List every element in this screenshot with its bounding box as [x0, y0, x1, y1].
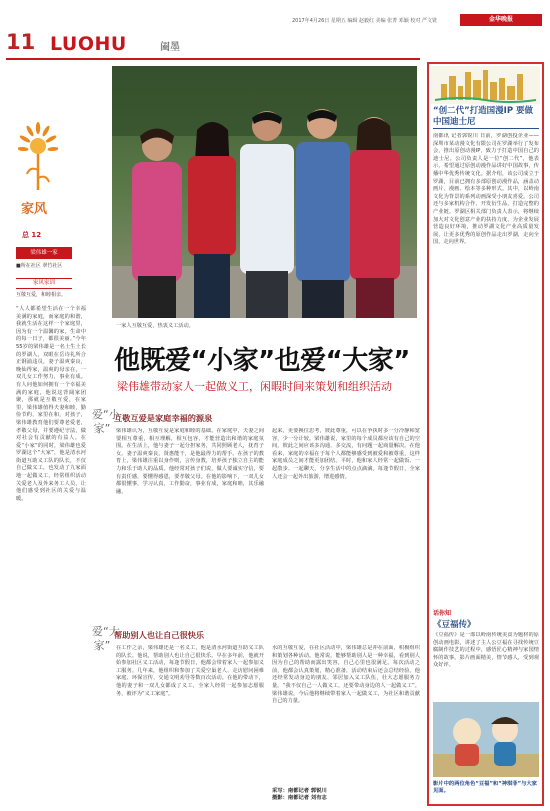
sidebar-title-rule: [433, 128, 539, 129]
masthead-badge: 金华晚报: [460, 14, 542, 26]
dateline: 2017年4月26日 星期五 编辑 赵毅红 美编 张菁 邓颖 校对 严文铣: [292, 18, 437, 24]
header-divider: [6, 58, 420, 60]
page-subtitle: 阖墨: [160, 42, 180, 53]
film-still-caption: 影片中的两位角色“豆福”和“神琪菲”与大家见面。: [433, 781, 537, 794]
headline: 他既爱“小家”也爱“大家”: [114, 346, 410, 376]
family-photo: [112, 66, 417, 318]
issue-number: 总 12: [22, 231, 42, 239]
sidebar-book-text: 《豆福传》是一部以岭南传统美食为题材的原创动画电影，讲述了主人公豆福在寻找传统豆腐制作技艺的过程中，感悟匠心精神与家国情怀的故事。影片画面精美，情节感人，受到观众好评。: [433, 632, 539, 669]
family-word: 家风: [21, 202, 48, 217]
side-label-small-family: 爱“小家”: [92, 408, 120, 435]
section-2-column-2: 水的互敬互爱，在社区活动中，梁伟雄总是冲在前面，积极组织和策划各种活动。他常说，能够帮助别人是一种幸福，看到别人因为自己的帮助而露出笑容，自己心里也很满足。每次活动之前，他都会认真策划，精心准备，活动结束后还会总结经验。他还经常发动身边的朋友、邻居加入义工队伍，壮大志愿服务力量。“我不仅自己一人做义工，还要带动身边的人一起做义工”。梁伟雄说，今后他将继续带着家人一起做义工，为社区和谐贡献自己的力量。: [272, 645, 420, 705]
sidebar-section-label: 话你知: [433, 610, 452, 617]
family-name-box: 梁伟雄一家: [16, 247, 72, 259]
community-label: ■所在社区 翠竹社区: [16, 263, 63, 269]
film-still-image: [433, 702, 539, 777]
photo-caption: 一家人互敬互爱，热衷义工活动。: [116, 323, 194, 329]
section-2-column-1: 在工作之余，梁伟雄还是一名义工，他是清水河街道互助义工队的队长。他说，帮助别人也让自己很快乐。早在多年前，他就开始参加社区义工活动，每逢节假日，他都会带着家人一起参加义工服务。几年来，他组织和参加了关爱空巢老人、走访慰问困难家庭、环保宣传、交通文明劝导等数百次活动。在他的带动下，他的妻子和一双儿女都成了义工，全家人经常一起参加志愿服务，被评为“义工家庭”。: [116, 645, 264, 697]
section-title-2: 帮助别人也让自己很快乐: [114, 630, 205, 640]
page-number: 11: [6, 30, 36, 54]
family-logo-icon: [18, 118, 58, 198]
family-motto-text: 互敬互爱，和睦相亲。: [16, 292, 67, 298]
left-column-essay: “人人都希望生活在一个幸福美满的家庭，而家庭的和谐，我就生活在这样一个家庭里，因为有一个温馨的家，生命中的每一日子，都很美丽。”今年55岁的梁伟雄是一名土生土长的罗湖人，双眼在岳诗礼所合正钢浦违员，妻子温爽秦良，晚仙得家，温爽的母亲在，一双儿女工作努力，事业有成。有人问他如何拥有一个幸福美满的家庭，他说这背阔家团聚，那就是互敬互爱，在家里，梁伟雄值得夫妻和睦，勤俭节约，家里在和，对孩子，梁伟雄教育他们要尊老爱老，孝敬父母，并要遵纪守法，做对社会有贡献的有益人。在爱“小家”的同时，梁伟雄也爱罗湖这个“大家”，他是清水河街道互助义工队的队长，不仅自己做义工，也发动了九家面地一起做义工，经常组织活动关爱老人及外来务工人员，让他们感受到社区的关爱与温暖。: [16, 306, 86, 502]
sidebar-book-title: 《豆福传》: [433, 620, 476, 630]
section-1-column-1: 梁伟雄认为，互敬互爱是家庭和睦的基础。在家庭中，夫妻之间要相互尊重，相互理解，相互包容，才能营造出和谐的家庭氛围。在生活上，他与妻子一起分担家务，共同照顾老人，抚育子女。妻子温爽秦良，贤惠能干，是他最得力的帮手。在孩子的教育上，梁伟雄注重以身作则，言传身教，培养孩子独立自主的能力和乐于助人的品质。他经常对孩子们说，做人要诚实守信，要有责任感，要懂得感恩，要孝敬父母。在他的影响下，一双儿女都很懂事，学习认真，工作勤奋，事业有成，家庭和睦，其乐融融。: [116, 428, 264, 495]
family-motto-box: 家风家训: [16, 278, 72, 289]
side-label-big-family: 爱“大家”: [92, 625, 120, 652]
skyline-icon: [431, 66, 540, 104]
section-1-column-2: 起来，更要换位思考，彼此尊重，可以在争执时多一分冷静和宽容，少一分计较。梁伟雄说，家里的每个成员都应该有自己的空间，彼此之间应该多沟通、多交流，有问题一起商量解决。在他看来，家庭的幸福在于每个人都能够感受到被爱和被尊重，这样家庭成员之间才能更加团结。平时，他和家人经常一起做饭、一起散步、一起聊天，分享生活中的点点滴滴。每逢节假日，全家人还会一起外出旅游，增进感情。: [272, 428, 420, 480]
subheadline: 梁伟雄带动家人一起做义工，闲暇时间来策划和组织活动: [117, 380, 392, 393]
section-title-1: 互敬互爱是家庭幸福的源泉: [114, 413, 213, 423]
page-brand: LUOHU: [50, 33, 127, 55]
sidebar-article: 南都讯 记者郭锐川 日前，罗湖创投企业——深圳市某动漫文化有限公司在罗湖举行了发布会，推出原创动漫IP，致力于打造中国自己的迪士尼。公司负责人是一位“创二代”，他表示，希望通过原创动漫作品讲好中国故事，传播中华优秀传统文化。据介绍，该公司成立于罗湖，目前已拥有多部原创动漫作品，涵盖动画片、漫画、绘本等多种形式。其中，以岭南文化为背景的系列动画深受小朋友喜爱。公司还与多家机构合作，开发衍生品，打造完整的产业链。罗湖区相关部门负责人表示，将继续加大对文化创意产业的扶持力度，为企业发展营造良好环境，推动罗湖文化产业高质量发展，让更多优秀的原创作品走出罗湖，走向全国，走向世界。: [433, 133, 539, 246]
byline: 采写：南都记者 郭锐川 摄影：南都记者 刘有志: [272, 788, 327, 801]
sidebar-title: “创二代”打造国漫IP 要做中国迪士尼: [433, 106, 534, 127]
